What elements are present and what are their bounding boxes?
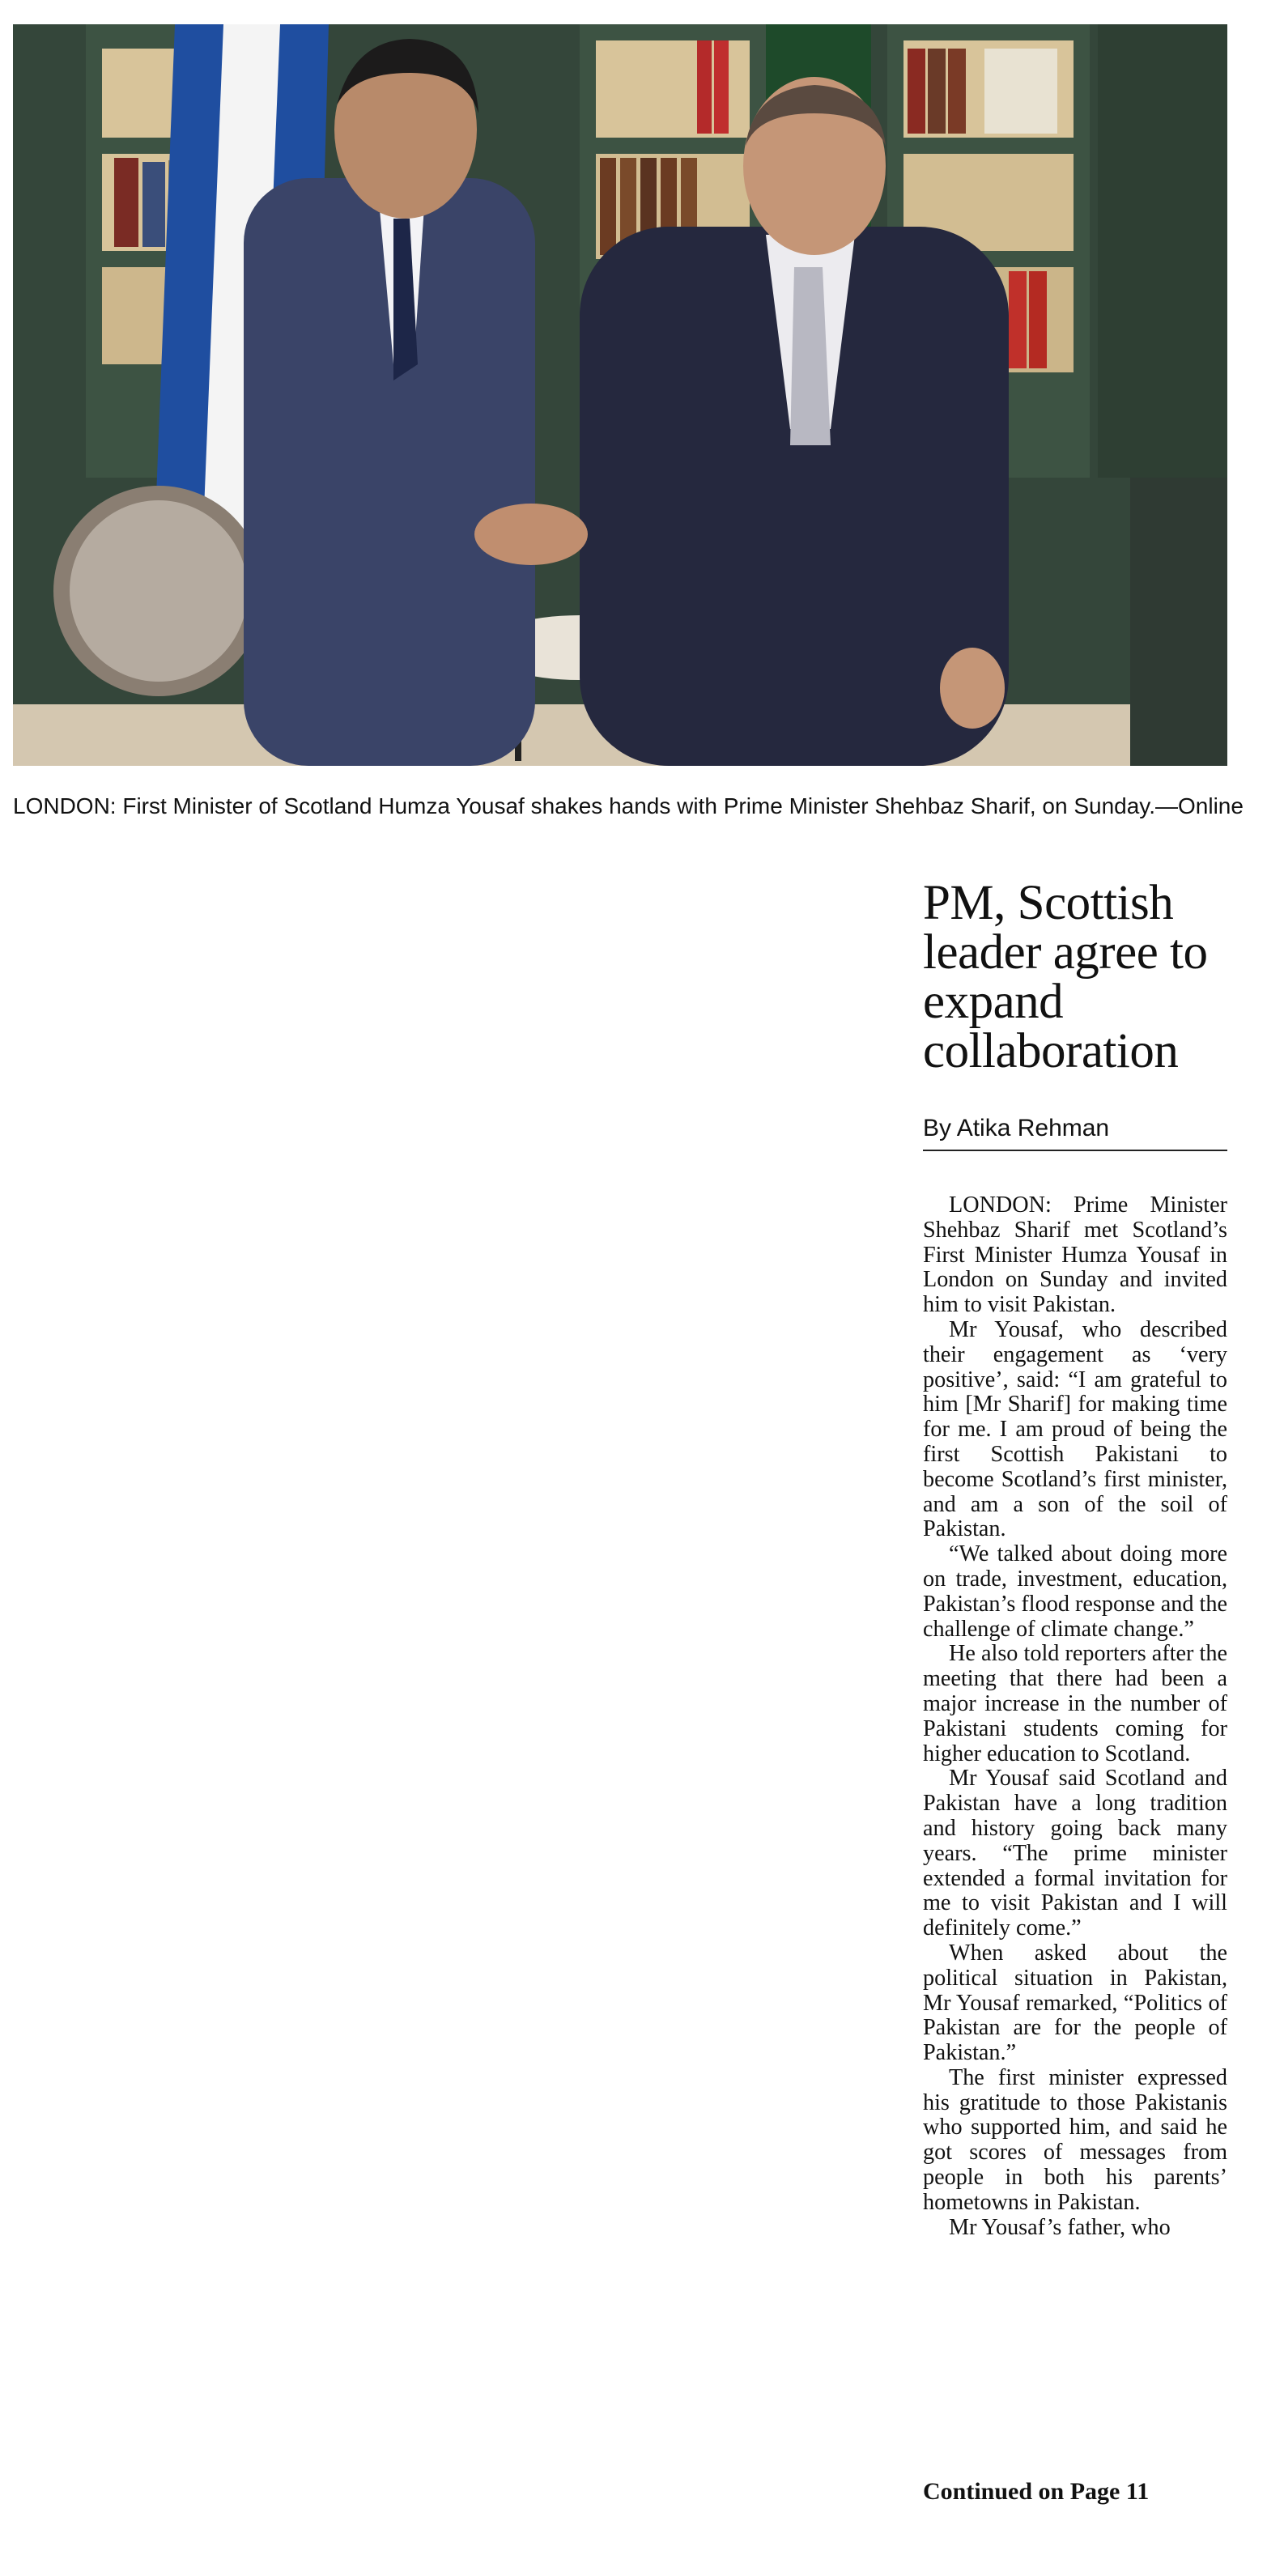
article-paragraph: Mr Yousaf’s father, who bbox=[949, 2214, 1171, 2240]
article-headline: PM, Scottish leader agree to expand collaboration bbox=[923, 876, 1208, 1078]
photo-caption: LONDON: First Minister of Scotland Humza Yousaf shakes hands with Prime Minister Shehbaz Sharif, on Sunday.—Online bbox=[13, 793, 1244, 818]
article-paragraph: “We talked about doing more on trade, investment, education, Pakistan’s flood response and the challenge of climate change.” bbox=[923, 1541, 1227, 1642]
continued-link[interactable]: Continued on Page 11 bbox=[923, 2478, 1150, 2505]
handshake-photo-illustration bbox=[13, 24, 1227, 766]
article-body bbox=[923, 1193, 1227, 2240]
article-paragraph: LONDON: Prime Minister Shehbaz Sharif met Scotland’s First Minister Humza Yousaf in London on Sunday and invited him to visit Pakistan. bbox=[923, 1192, 1227, 1318]
news-photo bbox=[13, 24, 1227, 766]
article-paragraph: Mr Yousaf said Scotland and Pakistan have a long tradition and history going back many years. “The prime minister extended a formal invitation for me to visit Pakistan and I will definitely come.” bbox=[923, 1766, 1227, 1941]
article-byline: By Atika Rehman bbox=[923, 1112, 1227, 1151]
article-paragraph: Mr Yousaf, who described their engagement as ‘very positive’, said: “I am grateful to him [Mr Sharif] for making time for me. I am proud of being the first Scottish Pakistani to become Scotland’s first minister, and am a son of the soil of Pakistan. bbox=[923, 1316, 1227, 1542]
article-paragraph: When asked about the political situation in Pakistan, Mr Yousaf remarked, “Politics of Pakistan are for the people of Pakistan.” bbox=[923, 1940, 1227, 2066]
article-paragraph: The first minister expressed his gratitude to those Pakistanis who supported him, and said he got scores of messages from people in both his parents’ hometowns in Pakistan. bbox=[923, 2064, 1227, 2215]
article-paragraph: He also told reporters after the meeting that there had been a major increase in the number of Pakistani students coming for higher education to Scotland. bbox=[923, 1641, 1227, 1766]
